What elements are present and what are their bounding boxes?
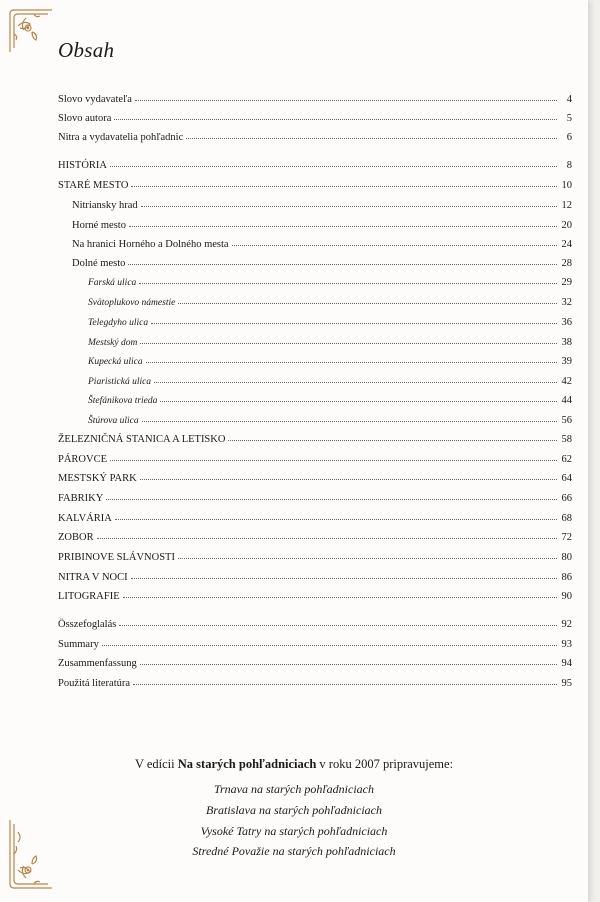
- toc-leader-dots: [228, 431, 557, 441]
- toc-entry-page: 72: [561, 532, 572, 543]
- toc-entry: [58, 617, 572, 631]
- edition-prefix: V edícii: [134, 757, 178, 771]
- toc-leader-dots: [106, 490, 557, 500]
- toc-entry-label: ZOBOR: [58, 532, 94, 543]
- edition-item: Vysoké Tatry na starých pohľadniciach: [200, 824, 388, 838]
- toc-entry-label: Mestský dom: [88, 338, 138, 348]
- toc-entry-page: 90: [561, 591, 572, 602]
- toc-entry: [58, 637, 572, 651]
- toc-entry-label: Štúrova ulica: [88, 416, 139, 426]
- toc-leader-dots: [178, 549, 557, 559]
- toc-entry-label: Dolné mesto: [72, 258, 126, 269]
- toc-leader-dots: [186, 129, 557, 139]
- toc-entry-page: 39: [561, 356, 572, 367]
- toc-entry-label: Slovo autora: [58, 113, 112, 124]
- toc-entry-label: MESTSKÝ PARK: [58, 473, 137, 484]
- toc-entry-label: Summary: [58, 639, 99, 650]
- toc-entry-label: Összefoglalás: [58, 619, 117, 630]
- toc-leader-dots: [178, 294, 557, 304]
- toc-entry-page: 4: [566, 94, 572, 105]
- toc-leader-dots: [102, 636, 557, 646]
- toc-leader-dots: [232, 236, 557, 246]
- toc-leader-dots: [140, 470, 557, 480]
- toc-entry-label: LITOGRAFIE: [58, 591, 120, 602]
- toc-entry-label: ŽELEZNIČNÁ STANICA A LETISKO: [58, 434, 226, 445]
- toc-leader-dots: [140, 334, 557, 344]
- toc-entry: [58, 550, 572, 564]
- toc-entry: [58, 491, 572, 505]
- toc-entry: [72, 198, 572, 212]
- toc-entry: [58, 589, 572, 603]
- toc-entry-page: 62: [561, 454, 572, 465]
- toc-entry-label: PRIBINOVE SLÁVNOSTI: [58, 552, 175, 563]
- toc-entry-page: 38: [561, 337, 572, 348]
- toc-entry-label: STARÉ MESTO: [58, 180, 129, 191]
- toc-entry: [58, 158, 572, 172]
- toc-leader-dots: [114, 110, 557, 120]
- toc-leader-dots: [110, 451, 557, 461]
- toc-entry-page: 24: [561, 239, 572, 250]
- toc-entry-page: 86: [561, 572, 572, 583]
- toc-leader-dots: [119, 616, 557, 626]
- toc-entry-page: 36: [561, 317, 572, 328]
- toc-leader-dots: [97, 529, 557, 539]
- edition-announcement: [0, 757, 588, 772]
- toc-entry-label: Zusammenfassung: [58, 658, 137, 669]
- toc-entry: [72, 218, 572, 232]
- toc-entry-label: Kupecká ulica: [88, 357, 143, 367]
- toc-entry-label: Použitá literatúra: [58, 678, 131, 689]
- toc-entry-page: 64: [561, 473, 572, 484]
- toc-entry-page: 68: [561, 513, 572, 524]
- toc-leader-dots: [110, 157, 557, 167]
- toc-entry: [88, 374, 572, 389]
- toc-entry-page: 28: [561, 258, 572, 269]
- edition-series-name: Na starých pohľadniciach: [177, 757, 317, 771]
- toc-leader-dots: [146, 353, 557, 363]
- toc-entry-page: 42: [561, 376, 572, 387]
- toc-leader-dots: [154, 373, 557, 383]
- toc-leader-dots: [123, 588, 557, 598]
- toc-entry-page: 58: [561, 434, 572, 445]
- toc-entry-label: PÁROVCE: [58, 454, 108, 465]
- toc-leader-dots: [139, 274, 557, 284]
- toc-entry: [58, 676, 572, 690]
- edition-suffix: v roku 2007 pripravujeme:: [316, 757, 454, 771]
- corner-ornament-bottom-icon: [8, 818, 54, 890]
- toc-entry: [88, 275, 572, 290]
- toc-entry: [58, 656, 572, 670]
- toc-leader-dots: [131, 177, 557, 187]
- edition-item: Trnava na starých pohľadniciach: [213, 782, 375, 796]
- toc-leader-dots: [115, 510, 557, 520]
- toc-entry-page: 94: [561, 658, 572, 669]
- toc-leader-dots: [151, 314, 557, 324]
- toc-entry-page: 80: [561, 552, 572, 563]
- toc-entry-page: 93: [561, 639, 572, 650]
- toc-entry: [88, 354, 572, 369]
- toc-leader-dots: [129, 217, 557, 227]
- toc-entry-page: 56: [561, 415, 572, 426]
- toc-entry: [58, 530, 572, 544]
- toc-entry-page: 44: [561, 395, 572, 406]
- toc-leader-dots: [141, 197, 557, 207]
- toc-entry-page: 95: [561, 678, 572, 689]
- edition-item: Stredné Považie na starých pohľadniciach: [192, 844, 396, 858]
- toc-entry: [58, 432, 572, 446]
- toc-entry-page: 29: [561, 277, 572, 288]
- toc-entry: [88, 295, 572, 310]
- toc-entry-page: 32: [561, 297, 572, 308]
- toc-leader-dots: [131, 569, 557, 579]
- toc-entry: [58, 130, 572, 144]
- toc-leader-dots: [142, 412, 557, 422]
- toc-entry-label: Farská ulica: [88, 278, 137, 288]
- toc-entry-label: Na hranici Horného a Dolného mesta: [72, 239, 229, 250]
- toc-entry: [58, 471, 572, 485]
- toc-entry-label: Piaristická ulica: [88, 377, 152, 387]
- toc-entry-page: 12: [561, 200, 572, 211]
- toc-entry-page: 5: [566, 113, 572, 124]
- toc-leader-dots: [128, 255, 557, 265]
- toc-entry-page: 20: [561, 220, 572, 231]
- corner-ornament-top-icon: [8, 8, 54, 54]
- toc-leader-dots: [135, 91, 557, 101]
- toc-leader-dots: [160, 392, 557, 402]
- toc-entry-page: 66: [561, 493, 572, 504]
- page-title: Obsah: [58, 38, 115, 62]
- toc-leader-dots: [140, 655, 557, 665]
- toc-entry: [88, 413, 572, 428]
- toc-entry-label: Telegdyho ulica: [88, 318, 149, 328]
- toc-entry: [58, 452, 572, 466]
- toc-entry: [88, 315, 572, 330]
- toc-entry-label: Svätoplukovo námestie: [88, 298, 176, 308]
- toc-entry-page: 10: [561, 180, 572, 191]
- toc-entry: [58, 178, 572, 192]
- toc-entry-label: Nitra a vydavatelia pohľadnic: [58, 132, 184, 143]
- toc-entry-label: Horné mesto: [72, 220, 126, 231]
- toc-entry-label: Slovo vydavateľa: [58, 94, 132, 105]
- toc-entry-page: 8: [566, 160, 572, 171]
- toc-entry: [58, 111, 572, 125]
- toc-entry: [58, 570, 572, 584]
- toc-entry-label: HISTÓRIA: [58, 160, 107, 171]
- toc-leader-dots: [133, 675, 557, 685]
- toc-entry-label: KALVÁRIA: [58, 513, 112, 524]
- toc-entry-page: 6: [566, 132, 572, 143]
- toc-entry-label: Štefánikova trieda: [88, 396, 158, 406]
- toc-entry: [58, 92, 572, 106]
- toc-entry-label: NITRA V NOCI: [58, 572, 128, 583]
- toc-entry: [72, 256, 572, 270]
- toc-entry-label: Nitriansky hrad: [72, 200, 138, 211]
- toc-entry-page: 92: [561, 619, 572, 630]
- toc-entry: [58, 511, 572, 525]
- edition-item: Bratislava na starých pohľadniciach: [205, 803, 382, 817]
- toc-entry: [72, 237, 572, 251]
- toc-entry: [88, 335, 572, 350]
- toc-entry: [88, 393, 572, 408]
- toc-entry-label: FABRIKY: [58, 493, 104, 504]
